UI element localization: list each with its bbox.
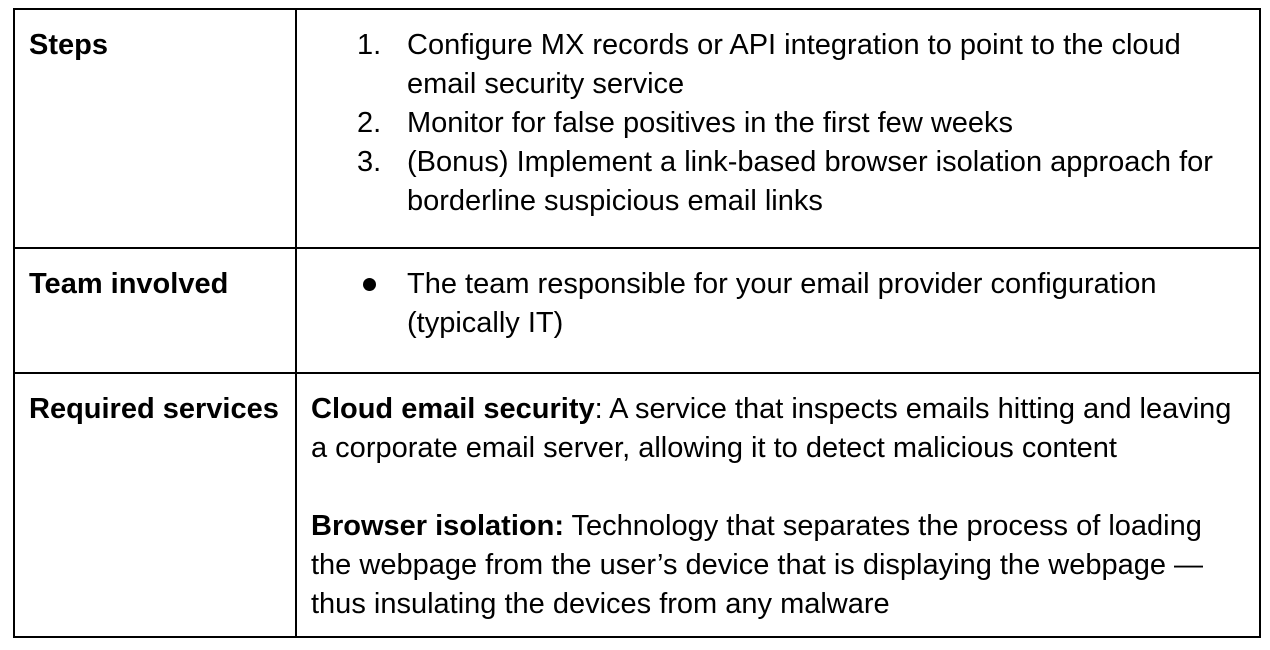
list-item (297, 143, 1235, 221)
list-item (297, 265, 1235, 343)
service-description: Technology that separates the process of loading the webpage from the user’s device that is displaying the webpage — thus insulating the devices from any malware (311, 510, 1204, 620)
team-row (14, 248, 1260, 373)
list-item-text: Monitor for false positives in the first few weeks (407, 107, 1014, 139)
steps-content (296, 9, 1260, 248)
services-row (14, 373, 1260, 637)
steps-row (14, 9, 1260, 248)
bullet-icon (363, 278, 376, 291)
service-description: A service that inspects emails hitting and leaving a corporate email server, allowing it to detect malicious content (311, 393, 1232, 464)
services-content (296, 373, 1260, 637)
list-item-text: The team responsible for your email provider configuration (typically IT) (407, 268, 1157, 339)
steps-list (297, 26, 1235, 221)
team-list (297, 265, 1235, 343)
team-content (296, 248, 1260, 373)
list-item (297, 104, 1235, 143)
list-item (297, 26, 1235, 104)
team-label: Team involved (14, 248, 296, 373)
steps-label: Steps (14, 9, 296, 248)
list-marker: 1. (357, 29, 382, 61)
info-table (13, 8, 1261, 638)
list-item-text: (Bonus) Implement a link-based browser isolation approach for borderline suspicious email links (407, 146, 1213, 217)
service-term: Cloud email security (311, 393, 595, 425)
service-entry (311, 507, 1249, 624)
service-entry (311, 390, 1249, 468)
services-label: Required services (14, 373, 296, 637)
list-marker: 3. (357, 146, 382, 178)
service-separator: : (594, 393, 603, 425)
list-marker: 2. (357, 107, 382, 139)
list-item-text: Configure MX records or API integration to point to the cloud email security service (407, 29, 1181, 100)
service-term: Browser isolation: (311, 510, 564, 542)
paragraph-spacer (311, 468, 1249, 507)
